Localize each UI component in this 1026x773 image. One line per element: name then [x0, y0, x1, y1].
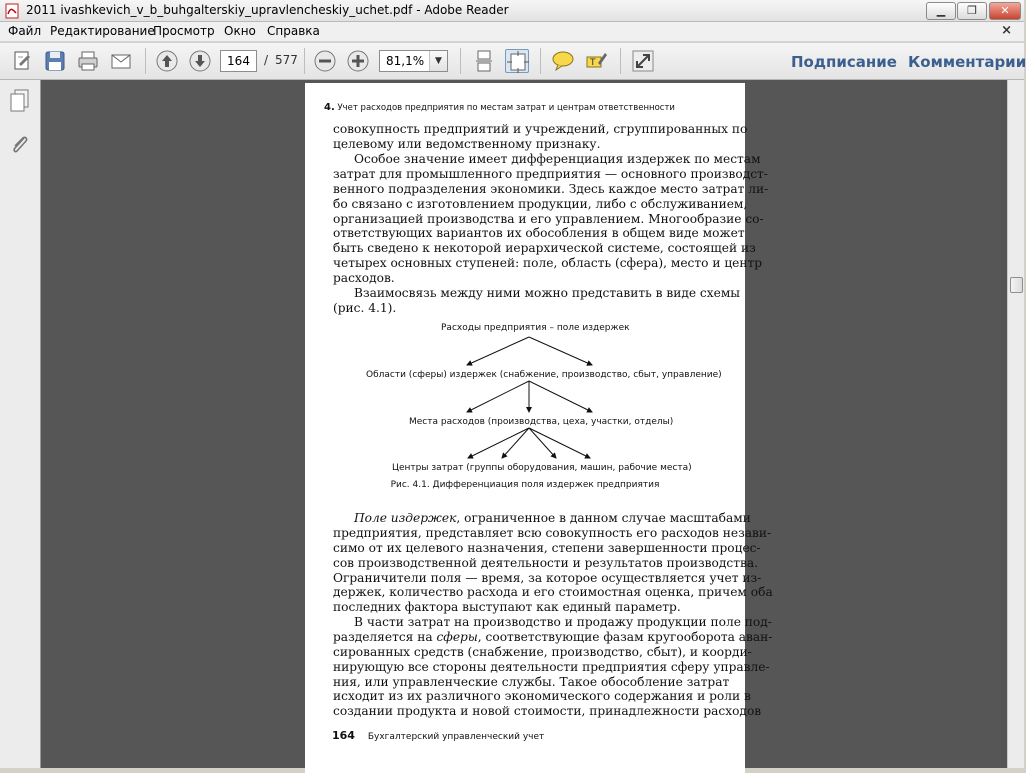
- text-line: венного подразделения экономики. Здесь каждое место затрат ли-: [333, 181, 769, 196]
- fullscreen-icon[interactable]: [631, 49, 655, 73]
- text-line: расходов.: [333, 271, 395, 286]
- window-title: 2011 ivashkevich_v_b_buhgalterskiy_upravlencheskiy_uchet.pdf - Adobe Reader: [26, 3, 509, 17]
- zoom-value: 81,1%: [386, 54, 425, 68]
- menu-help[interactable]: Справка: [267, 24, 320, 38]
- text-line: бо связано с изготовлением продукции, либо с обслуживанием,: [333, 196, 748, 211]
- text-line: держек, количество расхода и его стоимостная оценка, причем оба: [333, 585, 773, 600]
- navigation-panel: [0, 80, 41, 768]
- minimize-button[interactable]: ▁: [926, 2, 956, 20]
- comment-panel-link[interactable]: Комментарии: [908, 53, 1026, 71]
- running-head-number: 4.: [324, 102, 335, 113]
- attachments-icon[interactable]: [8, 132, 32, 158]
- diagram-node-cost-centers: Центры затрат (группы оборудования, машин, рабочие места): [392, 463, 692, 473]
- zoom-out-icon[interactable]: [313, 49, 337, 73]
- diagram-node-cost-areas: Области (сферы) издержек (снабжение, производство, сбыт, управление): [366, 370, 722, 380]
- toolbar: [0, 43, 1024, 80]
- save-icon[interactable]: [43, 49, 67, 73]
- text-line: ответствующих вариантов их обособления в общем виде может: [333, 226, 745, 241]
- text-line: Ограничители поля — время, за которое осуществляется учет из-: [333, 570, 762, 585]
- comment-icon[interactable]: [551, 49, 575, 73]
- running-head: [324, 102, 675, 113]
- text-line: (рис. 4.1).: [333, 300, 397, 315]
- text-line: [333, 629, 773, 645]
- diagram-node-cost-places: Места расходов (производства, цеха, участки, отделы): [409, 417, 674, 427]
- zoom-select[interactable]: [379, 50, 448, 72]
- adobe-reader-icon: [4, 3, 20, 19]
- cost-hierarchy-diagram: [305, 313, 745, 493]
- paragraph-1: [333, 122, 748, 152]
- running-head-text: Учет расходов предприятия по местам затрат и центрам ответственности: [337, 103, 675, 113]
- text-line: совокупность предприятий и учреждений, сгруппированных по: [333, 122, 748, 136]
- text-line: сированных средств (снабжение, производство, сбыт), и коорди-: [333, 644, 752, 659]
- zoom-in-icon[interactable]: [346, 49, 370, 73]
- sign-panel-link[interactable]: Подписание: [791, 53, 897, 71]
- scroll-mode-icon[interactable]: [472, 49, 496, 73]
- vertical-scrollbar[interactable]: [1007, 80, 1024, 768]
- text-line: предприятия, представляет всю совокупность его расходов незави-: [333, 525, 772, 540]
- term-cost-field: Поле издержек: [354, 511, 457, 525]
- menu-edit[interactable]: Редактирование: [50, 24, 155, 38]
- pdf-page: [305, 83, 773, 773]
- text-line: Особое значение имеет дифференциация издержек по местам: [354, 152, 761, 166]
- diagram-arrows: [305, 313, 745, 493]
- page-number-input[interactable]: 164: [220, 50, 257, 72]
- prev-page-icon[interactable]: [155, 49, 179, 73]
- create-pdf-icon[interactable]: [11, 49, 35, 73]
- maximize-button[interactable]: ❐: [957, 2, 987, 20]
- email-icon[interactable]: [109, 49, 133, 73]
- menu-window[interactable]: Окно: [224, 24, 256, 38]
- text-line: целевому или ведомственному признаку.: [333, 136, 601, 151]
- title-bar: [0, 0, 1024, 22]
- page-separator: /: [264, 53, 269, 67]
- term-spheres: сферы: [436, 629, 478, 644]
- text-line: организацией производства и его управлением. Многообразие со-: [333, 211, 764, 226]
- diagram-node-cost-field: Расходы предприятия – поле издержек: [441, 323, 630, 333]
- pages-icon[interactable]: [8, 88, 32, 114]
- text-line: симо от их целевого назначения, степени завершенности процес-: [333, 540, 761, 555]
- text-line: затрат для промышленного предприятия — основного производст-: [333, 166, 768, 181]
- scrollbar-thumb[interactable]: [1010, 277, 1023, 293]
- menu-bar: [0, 22, 1024, 42]
- page-footer: [332, 729, 544, 742]
- text-fragment: разделяется на: [333, 629, 437, 644]
- text-fragment: , ограниченное в данном случае масштабами: [456, 511, 751, 525]
- text-line: быть сведено к некоторой иерархической системе, состоящей из: [333, 241, 756, 256]
- chevron-down-icon[interactable]: ▼: [429, 51, 447, 71]
- text-line: четырех основных ступеней: поле, область (сфера), место и центр: [333, 256, 763, 271]
- text-line: ния, или управленческие службы. Такое обособление затрат: [333, 674, 730, 689]
- close-button[interactable]: ✕: [989, 2, 1021, 20]
- fit-page-icon[interactable]: [505, 49, 529, 73]
- paragraph-3: [333, 286, 740, 316]
- svg-text:T: T: [590, 58, 596, 68]
- paragraph-2: [333, 152, 769, 286]
- text-line: исходит из их различного экономического содержания и роли в: [333, 689, 751, 704]
- footer-book-title: Бухгалтерский управленческий учет: [367, 732, 545, 742]
- footer-page-number: 164: [332, 729, 355, 742]
- paragraph-4: [333, 511, 773, 615]
- text-line: сов производственной деятельности и результатов производства.: [333, 555, 758, 570]
- text-fragment: , соответствующие фазам кругооборота аван-: [477, 629, 773, 644]
- page-total: 577: [275, 53, 298, 67]
- menu-file[interactable]: Файл: [8, 24, 42, 38]
- close-document-button[interactable]: ×: [1001, 23, 1012, 38]
- text-line: последних фактора выступают как единый параметр.: [333, 600, 681, 615]
- document-view[interactable]: [41, 80, 1007, 768]
- print-icon[interactable]: [76, 49, 100, 73]
- figure-caption: Рис. 4.1. Дифференциация поля издержек предприятия: [390, 480, 660, 490]
- next-page-icon[interactable]: [188, 49, 212, 73]
- text-line: [333, 511, 751, 526]
- text-line: В части затрат на производство и продажу продукции поле под-: [354, 615, 772, 629]
- menu-view[interactable]: Просмотр: [153, 24, 215, 38]
- text-line: Взаимосвязь между ними можно представить в виде схемы: [354, 286, 740, 300]
- highlight-icon[interactable]: [584, 49, 608, 73]
- text-line: нирующую все стороны деятельности предприятия сферу управле-: [333, 659, 770, 674]
- text-line: создании продукта и новой стоимости, принадлежности расходов: [333, 704, 762, 719]
- paragraph-5: [333, 615, 773, 719]
